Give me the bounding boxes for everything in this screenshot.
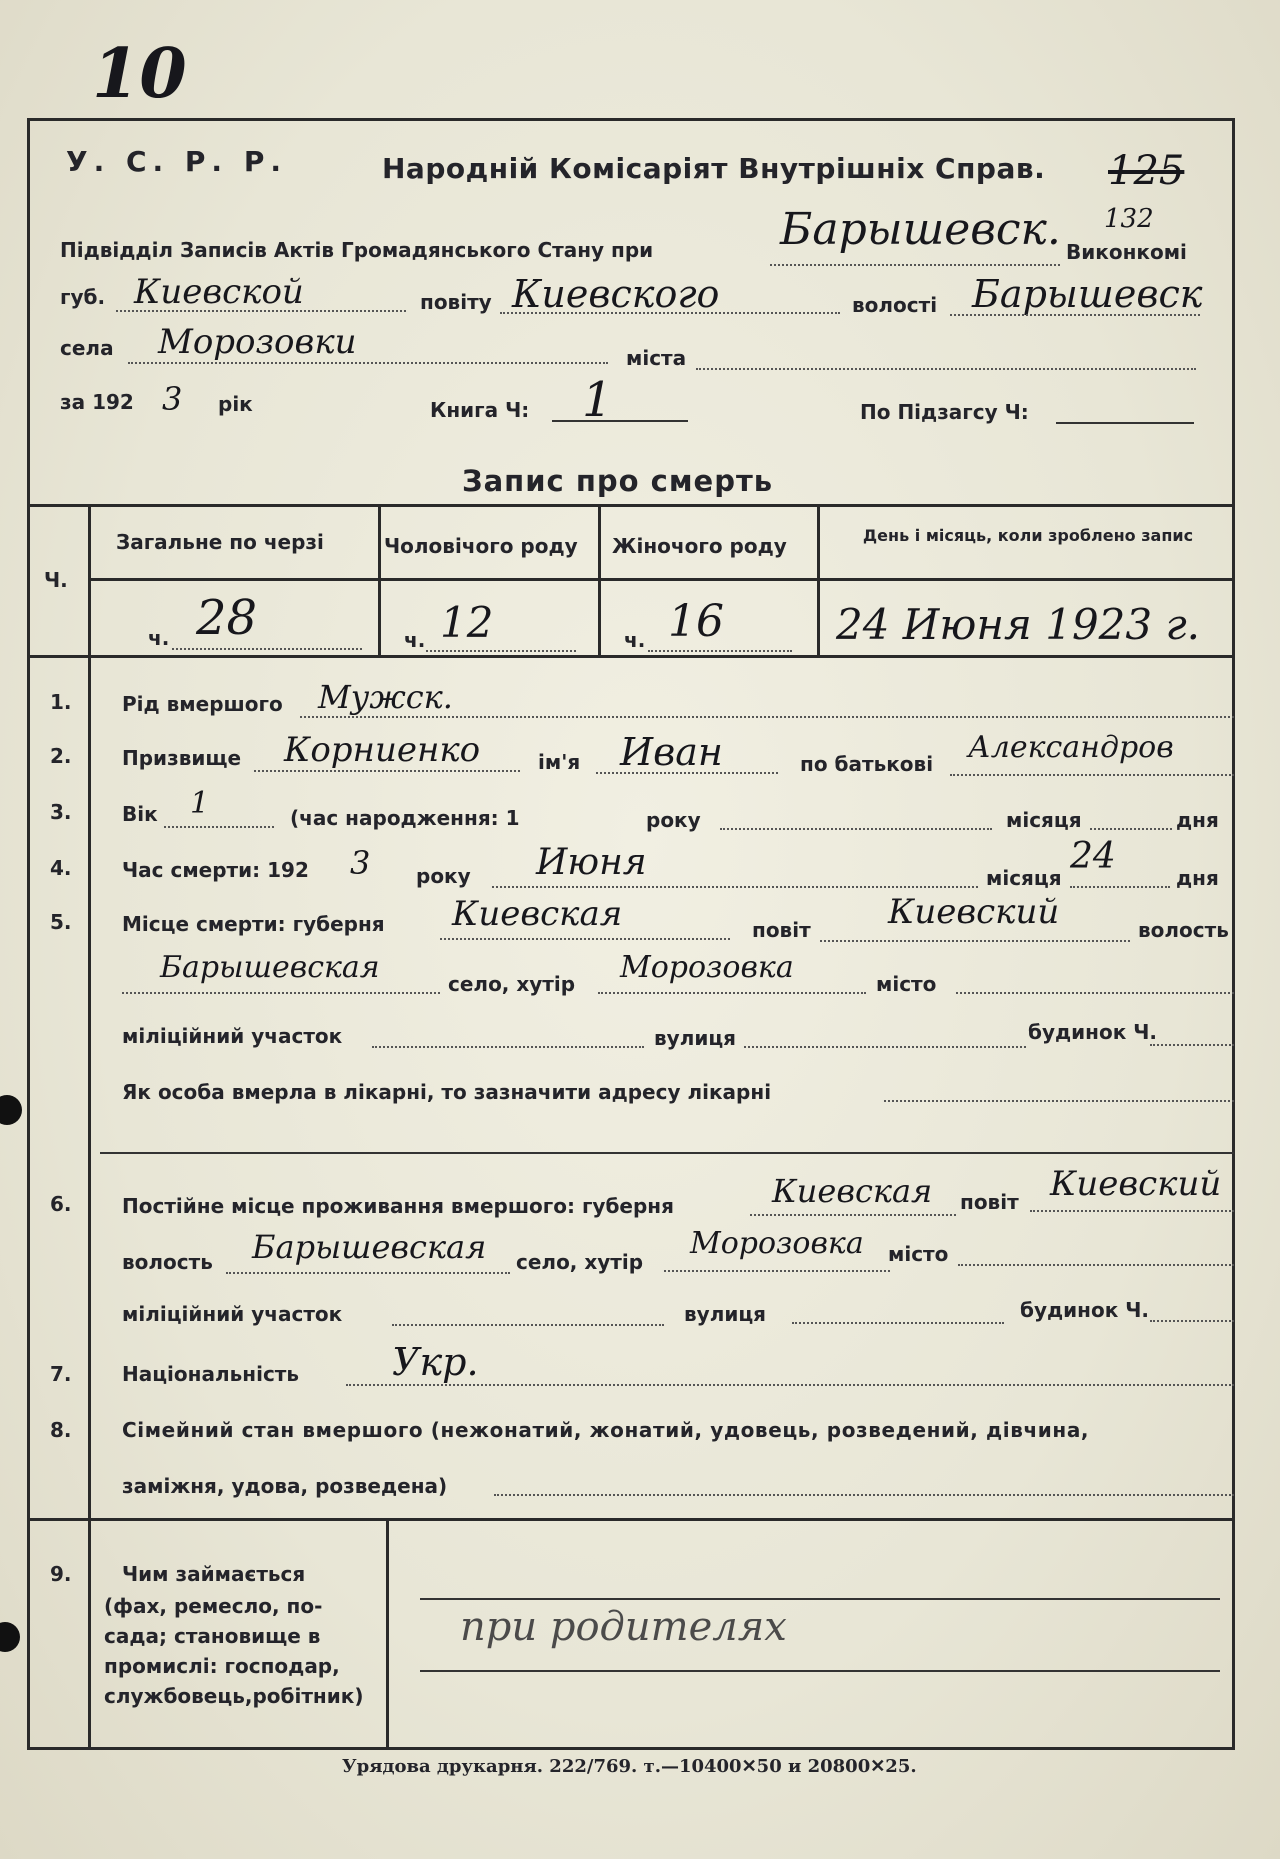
year-prefix: за 192 <box>60 390 134 414</box>
row-5-misto-label: місто <box>876 972 937 996</box>
subdept-value: Барышевск. <box>780 204 1061 255</box>
row-4-month-label: місяця <box>986 866 1062 890</box>
male-label: Чоловічого роду <box>384 534 578 558</box>
row-8-label-1: Сімейний стан вмершого (нежонатий, жонатий, удовець, розведений, дівчина, <box>122 1418 1090 1442</box>
row-6-street-label: вулиця <box>684 1302 767 1326</box>
row-9-label-line-2: (фах, ремесло, по- <box>104 1594 323 1618</box>
row-6-povit-label: повіт <box>960 1190 1019 1214</box>
row-3-label: Вік <box>122 802 158 826</box>
row-4-num: 4. <box>50 856 72 880</box>
date-label: День і місяць, коли зроблено запис <box>862 526 1194 545</box>
row-2-num: 2. <box>50 744 72 768</box>
book-line <box>552 420 688 422</box>
row-2-patronymic: Александров <box>968 730 1174 765</box>
row-6-povit: Киевский <box>1050 1164 1222 1204</box>
row-6-label: Постійне місце проживання вмершого: губерня <box>122 1194 674 1218</box>
row-5-gub: Киевская <box>452 894 623 934</box>
row-6-num: 6. <box>50 1192 72 1216</box>
row-9-col <box>386 1518 389 1748</box>
counts-bottom-line <box>27 655 1235 658</box>
row-9-value: при родителях <box>460 1604 787 1650</box>
row-2-name: Иван <box>620 730 723 774</box>
row-8-line <box>494 1494 1234 1496</box>
row-4-month-line <box>492 886 978 888</box>
row-5-militia-label: міліційний участок <box>122 1024 343 1048</box>
selo-line <box>128 362 608 364</box>
row-9-label-line-3: сада; становище в <box>104 1624 321 1648</box>
row-5-selo-line <box>598 992 866 994</box>
row-5-selo-label: село, хутір <box>448 972 576 996</box>
executive-label: Виконкомі <box>1066 240 1187 264</box>
commissariat-title: Народній Комісаріят Внутрішніх Справ. <box>382 152 1046 185</box>
counts-col-1 <box>88 504 91 1748</box>
subdept-label: Підвідділ Записів Актів Громадянського Стану при <box>60 238 654 262</box>
row-6-volost-label: волость <box>122 1250 213 1274</box>
row-4-day-line <box>1070 886 1170 888</box>
row-2-patronymic-label: по батькові <box>800 752 934 776</box>
punch-hole-top <box>0 1095 22 1125</box>
row-9-num: 9. <box>50 1562 72 1586</box>
row-4-label: Час смерти: 192 <box>122 858 309 882</box>
total-value: 28 <box>196 590 258 646</box>
povit-line <box>500 312 840 314</box>
row-9-label-line-5: службовець,робітник) <box>104 1684 364 1708</box>
stamp-number-crossed: 125 <box>1108 148 1185 194</box>
row-5-misto-line <box>956 992 1234 994</box>
total-prefix: ч. <box>148 626 170 650</box>
row-6-povit-line <box>1030 1210 1234 1212</box>
row-3-month-line <box>1090 828 1172 830</box>
row-9-top-line <box>27 1518 1235 1521</box>
row-3-year-label: року <box>646 808 701 832</box>
row-6-gub: Киевская <box>772 1172 933 1210</box>
row-2-surname: Корниенко <box>284 730 481 770</box>
row-2-surname-label: Призвище <box>122 746 242 770</box>
volost-value: Барышевск <box>972 272 1203 316</box>
date-value: 24 Июня 1923 г. <box>836 600 1201 649</box>
row-4-day: 24 <box>1070 836 1116 877</box>
row-1-label: Рід вмершого <box>122 692 283 716</box>
row-6-misto-label: місто <box>888 1242 949 1266</box>
row-4-year-label: року <box>416 864 471 888</box>
female-line <box>648 650 792 652</box>
row-1-num: 1. <box>50 690 72 714</box>
row-5-povit-label: повіт <box>752 918 811 942</box>
row-5-selo: Морозовка <box>620 950 794 985</box>
punch-hole-bottom <box>0 1622 20 1652</box>
row-5-volost-label: волость <box>1138 918 1229 942</box>
row-9-line-1 <box>420 1598 1220 1600</box>
row-5-volost-line <box>122 992 440 994</box>
row-6-volost: Барышевская <box>252 1228 487 1266</box>
row-5-street-label: вулиця <box>654 1026 737 1050</box>
counts-mid-line <box>88 578 1235 581</box>
subsection-label: По Підзагсу Ч: <box>860 400 1029 424</box>
volost-label: волості <box>852 293 938 317</box>
male-line <box>426 650 576 652</box>
row-5-militia-line <box>372 1046 644 1048</box>
row-8-num: 8. <box>50 1418 72 1442</box>
volost-line <box>950 314 1200 316</box>
row-3-num: 3. <box>50 800 72 824</box>
povit-label: повіту <box>420 290 492 314</box>
row-5-gub-line <box>440 938 730 940</box>
row-6-house-line <box>1150 1320 1234 1322</box>
row-6-militia-label: міліційний участок <box>122 1302 343 1326</box>
row-6-selo-label: село, хутір <box>516 1250 644 1274</box>
row-5-hospital-line <box>884 1100 1234 1102</box>
counts-ch-label: Ч. <box>44 568 68 592</box>
row-3-age-line <box>164 826 274 828</box>
row-6-militia-line <box>392 1324 664 1326</box>
row-8-label-2: заміжня, удова, розведена) <box>122 1474 448 1498</box>
gub-line <box>116 310 406 312</box>
subsection-line <box>1056 422 1194 424</box>
book-value: 1 <box>582 372 613 428</box>
povit-value: Киевского <box>512 272 720 316</box>
row-4-year-digit: 3 <box>350 844 371 882</box>
male-value: 12 <box>440 598 494 647</box>
stamp-number: 132 <box>1104 204 1154 234</box>
mista-line <box>696 368 1196 370</box>
row-7-num: 7. <box>50 1362 72 1386</box>
total-line <box>172 648 362 650</box>
form-title: Запис про смерть <box>462 464 774 498</box>
year-suffix: рік <box>218 392 253 416</box>
row-5-hospital-label: Як особа вмерла в лікарні, то зазначити адресу лікарні <box>122 1080 772 1104</box>
row-9-label-line-4: промислі: господар, <box>104 1654 340 1678</box>
row-2-surname-line <box>254 770 520 772</box>
row-6-house-label: будинок Ч. <box>1020 1298 1150 1322</box>
row-4-month: Июня <box>536 842 647 883</box>
gub-label: губ. <box>60 285 106 309</box>
republic-label: У. С. Р. Р. <box>66 145 287 178</box>
counts-top-line <box>27 504 1235 507</box>
row-2-name-line <box>596 772 778 774</box>
female-label: Жіночого роду <box>612 534 787 558</box>
row-9-line-2 <box>420 1670 1220 1672</box>
row-5-label: Місце смерти: губерня <box>122 912 385 936</box>
row-6-gub-line <box>750 1214 956 1216</box>
row-3-day-label: дня <box>1176 808 1219 832</box>
row-3-birth-label: (час народження: 1 <box>290 806 520 830</box>
row-5-street-line <box>744 1046 1026 1048</box>
book-label: Книга Ч: <box>430 398 530 422</box>
row-3-age: 1 <box>190 786 210 821</box>
corner-number: 10 <box>92 34 187 114</box>
row-5-povit-line <box>820 940 1130 942</box>
female-prefix: ч. <box>624 628 646 652</box>
row-4-day-label: дня <box>1176 866 1219 890</box>
row-9-label-line-1: Чим займається <box>122 1562 306 1586</box>
selo-label: села <box>60 336 114 360</box>
row-6-volost-line <box>226 1272 510 1274</box>
row-6-selo-line <box>664 1270 890 1272</box>
row-2-name-label: ім'я <box>538 750 581 774</box>
row-5-house-line <box>1150 1044 1234 1046</box>
row-5-hospital-line-2 <box>100 1152 1234 1154</box>
subdept-line <box>770 264 1060 266</box>
row-5-povit: Киевский <box>888 892 1060 932</box>
total-label: Загальне по черзі <box>116 530 324 554</box>
male-prefix: ч. <box>404 628 426 652</box>
row-1-line <box>300 716 1234 718</box>
printer-footer: Урядова друкарня. 222/769. т.—10400✕50 и 20800✕25. <box>342 1756 917 1777</box>
row-7-value: Укр. <box>392 1340 479 1384</box>
row-6-selo: Морозовка <box>690 1226 864 1261</box>
row-7-label: Національність <box>122 1362 300 1386</box>
row-6-street-line <box>792 1322 1004 1324</box>
row-7-line <box>346 1384 1234 1386</box>
year-digit: 3 <box>162 380 183 418</box>
selo-value: Морозовки <box>158 322 357 362</box>
row-3-year-line <box>720 828 992 830</box>
row-5-volost: Барышевская <box>160 950 380 985</box>
gub-value: Киевской <box>134 272 304 312</box>
row-5-house-label: будинок Ч. <box>1028 1020 1158 1044</box>
row-3-month-label: місяця <box>1006 808 1082 832</box>
mista-label: міста <box>626 346 687 370</box>
row-2-patronymic-line <box>950 774 1234 776</box>
female-value: 16 <box>668 596 724 647</box>
row-1-value: Мужск. <box>318 678 453 716</box>
row-5-num: 5. <box>50 910 72 934</box>
row-6-misto-line <box>958 1264 1234 1266</box>
